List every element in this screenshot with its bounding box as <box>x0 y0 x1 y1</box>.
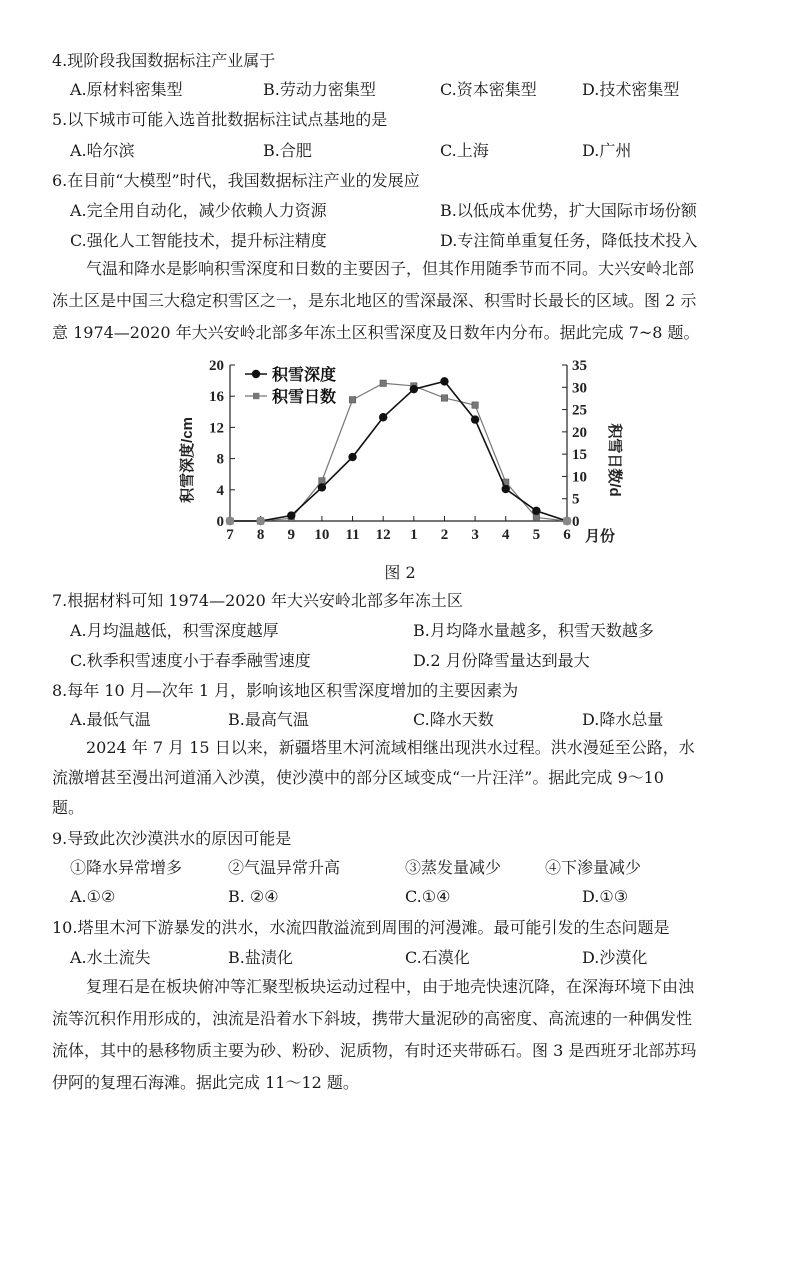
passage-3-line-3: 流体，其中的悬移物质主要为砂、粉砂、泥质物，有时还夹带砾石。图 3 是西班牙北部苏玛 <box>52 1041 697 1060</box>
chart-axes <box>209 358 587 543</box>
question-4-stem: 4.现阶段我国数据标注产业属于 <box>52 51 276 70</box>
q7-option-b: B.月均降水量越多，积雪天数越多 <box>413 621 654 640</box>
passage-3-line-1: 复理石是在板块俯冲等汇聚型板块运动过程中，由于地壳快速沉降，在深海环境下由浊 <box>86 977 695 996</box>
x-tick-label: 6 <box>563 527 571 543</box>
q4-option-c: C.资本密集型 <box>440 80 537 99</box>
q5-option-a: A.哈尔滨 <box>70 141 135 160</box>
y2-tick-label: 0 <box>572 514 580 530</box>
question-8-stem: 8.每年 10 月—次年 1 月，影响该地区积雪深度增加的主要因素为 <box>52 681 519 700</box>
figure-caption: 图 2 <box>384 563 416 582</box>
snow-depth-point <box>532 507 540 515</box>
x-axis-label: 月份 <box>585 528 616 545</box>
chart-legend <box>245 365 336 406</box>
passage-1-line-3: 意 1974—2020 年大兴安岭北部多年冻土区积雪深度及日数年内分布。据此完成 7~8 题。 <box>52 323 700 342</box>
q9-option-a: A.①② <box>70 887 116 906</box>
snow-depth-point <box>379 413 387 421</box>
x-tick-label: 3 <box>471 527 479 543</box>
x-tick-label: 12 <box>375 527 391 543</box>
y2-tick-label: 15 <box>572 447 587 464</box>
q4-option-a: A.原材料密集型 <box>70 80 183 99</box>
y2-axis-label: 积雪日数/d <box>606 423 623 497</box>
question-9-stem: 9.导致此次沙漠洪水的原因可能是 <box>52 829 292 848</box>
snow-depth-point <box>502 485 510 493</box>
snow-days-point <box>441 395 447 401</box>
q9-item-2: ②气温异常升高 <box>228 858 341 877</box>
zero-point-marker <box>563 517 571 525</box>
question-7-stem: 7.根据材料可知 1974—2020 年大兴安岭北部多年冻土区 <box>52 591 463 610</box>
snow-depth-point <box>287 511 295 519</box>
q5-option-c: C.上海 <box>440 141 489 160</box>
y2-tick-label: 5 <box>572 491 580 508</box>
y-tick-label: 20 <box>209 358 224 374</box>
snow-depth-point <box>440 377 448 385</box>
legend-marker-square-icon <box>253 393 259 399</box>
q9-item-1: ①降水异常增多 <box>70 858 183 877</box>
x-tick-label: 9 <box>287 527 296 543</box>
q6-option-b: B.以低成本优势，扩大国际市场份额 <box>440 201 697 220</box>
snow-days-point <box>533 514 539 520</box>
zero-point-marker <box>226 517 234 525</box>
q10-option-c: C.石漠化 <box>405 948 470 967</box>
passage-3-line-2: 流等沉积作用形成的，浊流是沿着水下斜坡，携带大量泥砂的高密度、高流速的一种偶发性 <box>52 1009 693 1028</box>
x-tick-label: 2 <box>440 527 449 543</box>
snow-depth-point <box>348 453 356 461</box>
q9-option-d: D.①③ <box>582 887 629 906</box>
snow-days-point <box>472 402 478 408</box>
passage-2-line-1: 2024 年 7 月 15 日以来，新疆塔里木河流域相继出现洪水过程。洪水漫延至公路，水 <box>86 738 695 757</box>
q9-item-4: ④下渗量减少 <box>545 858 642 877</box>
q7-option-d: D.2 月份降雪量达到最大 <box>413 651 590 670</box>
passage-3-line-4: 伊阿的复理石海滩。据此完成 11～12 题。 <box>52 1073 359 1092</box>
zero-point-marker <box>256 517 264 525</box>
q4-option-b: B.劳动力密集型 <box>263 80 376 99</box>
q5-option-d: D.广州 <box>582 141 632 160</box>
passage-1-line-1: 气温和降水是影响积雪深度和日数的主要因子，但其作用随季节而不同。大兴安岭北部 <box>86 259 695 278</box>
snow-days-point <box>380 380 386 386</box>
x-tick-label: 1 <box>410 527 418 543</box>
x-tick-label: 10 <box>314 527 330 543</box>
q8-option-a: A.最低气温 <box>70 710 151 729</box>
x-tick-label: 5 <box>532 527 541 543</box>
snow-depth-point <box>410 385 418 393</box>
question-10-stem: 10.塔里木河下游暴发的洪水，水流四散溢流到周围的河漫滩。最可能引发的生态问题是 <box>52 918 670 937</box>
legend-marker-circle-icon <box>252 370 260 378</box>
q10-option-d: D.沙漠化 <box>582 948 648 967</box>
q5-option-b: B.合肥 <box>263 141 312 160</box>
q8-option-b: B.最高气温 <box>228 710 309 729</box>
q7-option-a: A.月均温越低，积雪深度越厚 <box>70 621 279 640</box>
q9-option-c: C.①④ <box>405 887 451 906</box>
q6-option-a: A.完全用自动化，减少依赖人力资源 <box>70 201 327 220</box>
legend-label-snow-depth: 积雪深度 <box>272 367 337 384</box>
snow-days-point <box>349 397 355 403</box>
passage-2-line-3: 题。 <box>52 798 85 817</box>
y-tick-label: 0 <box>216 514 224 530</box>
q9-item-3: ③蒸发量减少 <box>405 858 502 877</box>
snow-depth-point <box>318 483 326 491</box>
q6-option-d: D.专注简单重复任务，降低技术投入 <box>440 231 698 250</box>
y2-tick-label: 35 <box>572 358 587 374</box>
y2-tick-label: 25 <box>572 402 587 419</box>
snow-days-point <box>319 478 325 484</box>
q6-option-c: C.强化人工智能技术，提升标注精度 <box>70 231 327 250</box>
x-tick-label: 4 <box>501 527 510 543</box>
y2-tick-label: 20 <box>572 424 587 441</box>
q9-option-b: B. ②④ <box>228 887 279 906</box>
x-tick-label: 7 <box>226 527 234 543</box>
question-5-stem: 5.以下城市可能入选首批数据标注试点基地的是 <box>52 110 388 129</box>
snow-depth-point <box>471 415 479 423</box>
q4-option-d: D.技术密集型 <box>582 80 680 99</box>
y2-tick-label: 10 <box>572 469 587 486</box>
q8-option-c: C.降水天数 <box>413 710 494 729</box>
q10-option-a: A.水土流失 <box>70 948 151 967</box>
snow-depth-days-chart <box>170 350 640 550</box>
y2-tick-label: 30 <box>572 380 587 397</box>
x-tick-label: 8 <box>256 527 265 543</box>
legend-label-snow-days: 积雪日数 <box>272 389 337 406</box>
y-tick-label: 8 <box>216 451 224 468</box>
passage-2-line-2: 流激增甚至漫出河道涌入沙漠，使沙漠中的部分区域变成“一片汪洋”。据此完成 9～10 <box>52 768 664 787</box>
q10-option-b: B.盐渍化 <box>228 948 293 967</box>
q8-option-d: D.降水总量 <box>582 710 664 729</box>
y-axis-label: 积雪深度/cm <box>179 417 196 503</box>
x-tick-label: 11 <box>345 527 360 543</box>
y-tick-label: 12 <box>209 420 224 437</box>
passage-1-line-2: 冻土区是中国三大稳定积雪区之一，是东北地区的雪深最深、积雪时长最长的区域。图 2 示 <box>52 291 697 310</box>
question-6-stem: 6.在目前“大模型”时代，我国数据标注产业的发展应 <box>52 171 420 190</box>
q7-option-c: C.秋季积雪速度小于春季融雪速度 <box>70 651 311 670</box>
y-tick-label: 16 <box>209 389 224 406</box>
y-tick-label: 4 <box>216 482 224 499</box>
